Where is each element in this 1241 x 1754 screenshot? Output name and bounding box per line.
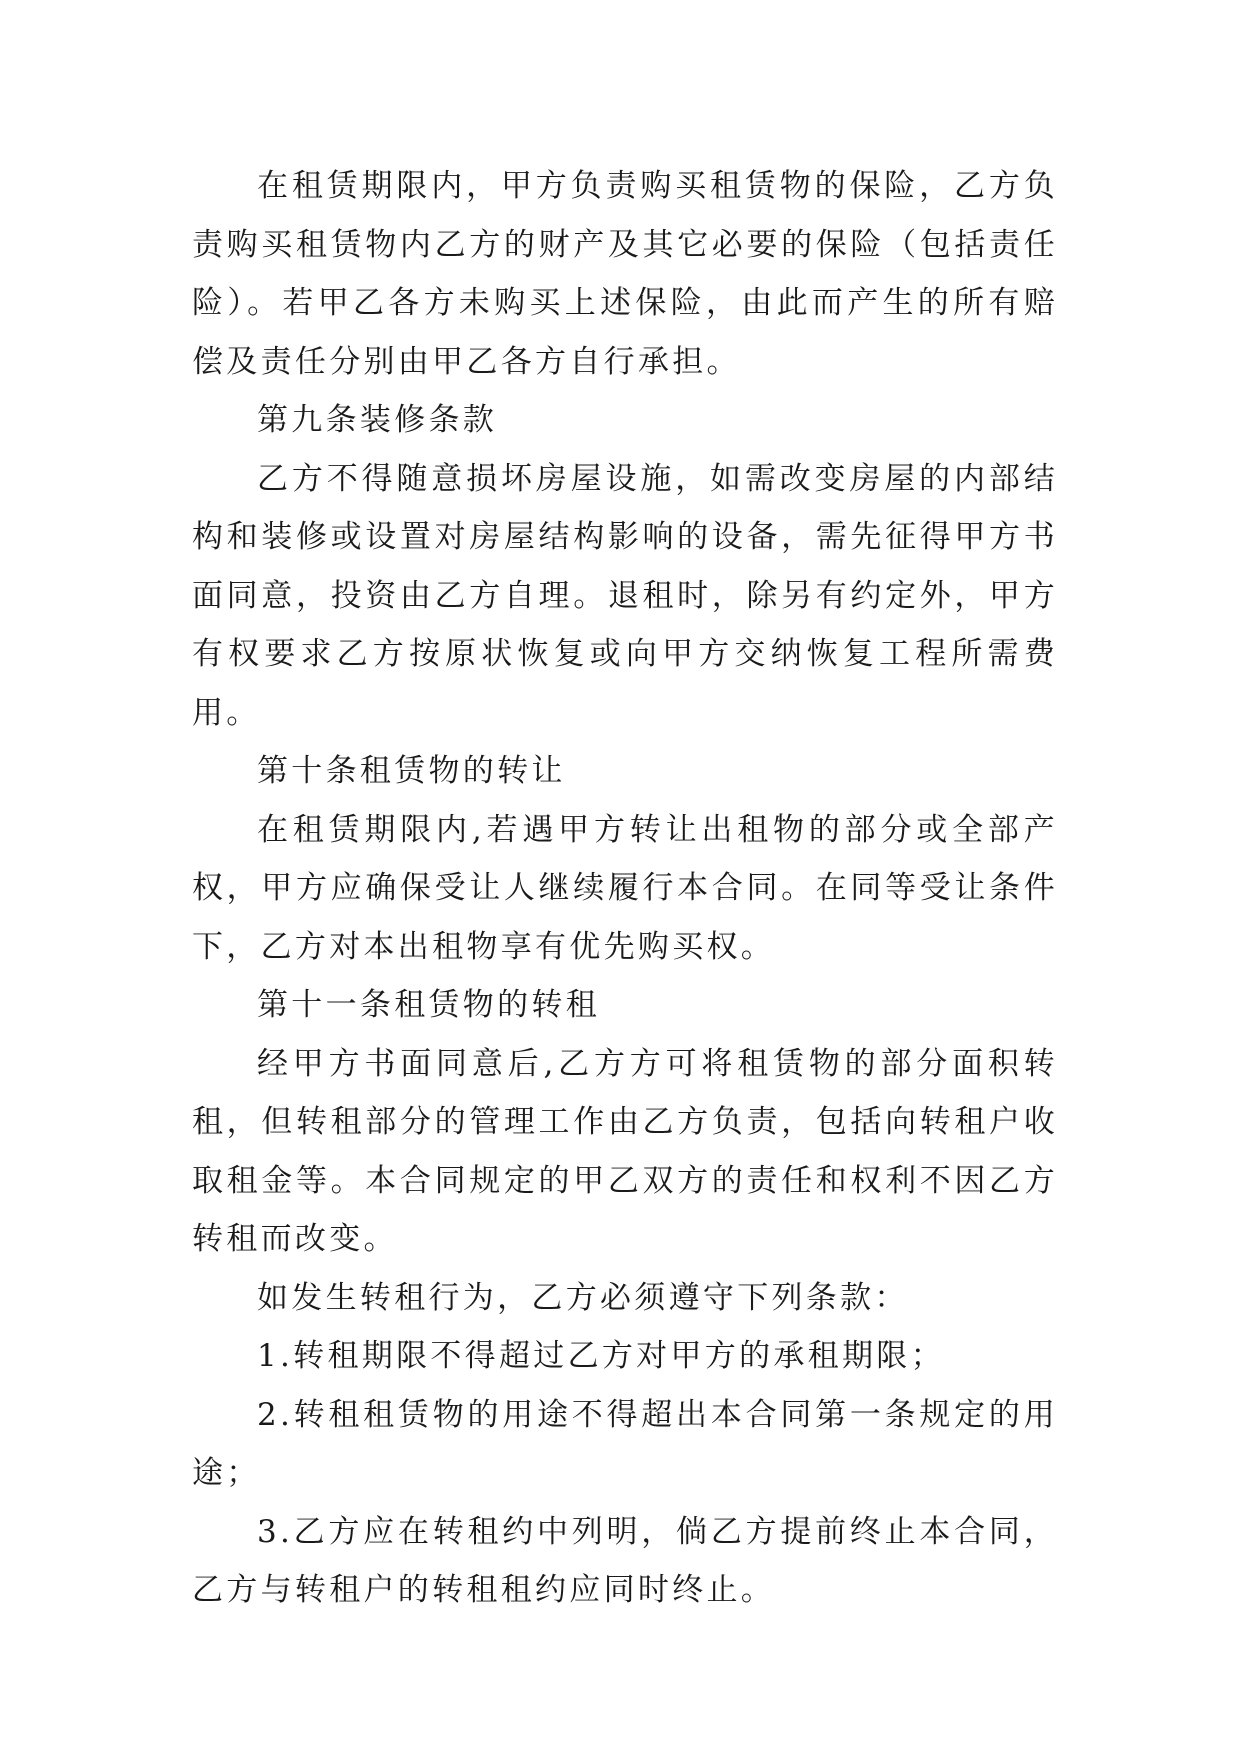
heading-article-11: 第十一条租赁物的转租	[257, 987, 600, 1023]
paragraph-decoration: 乙方不得随意损坏房屋设施，如需改变房屋的内部结构和装修或设置对房屋结构影响的设备，需先征得甲方书面同意，投资由乙方自理。退租时，除另有约定外，甲方有权要求乙方按原状恢复或向甲方交纳恢复工程所需费用。	[192, 460, 1058, 731]
paragraph-insurance: 在租赁期限内，甲方负责购买租赁物的保险，乙方负责购买租赁物内乙方的财产及其它必要的保险（包括责任险）。若甲乙各方未购买上述保险，由此而产生的所有赔偿及责任分别由甲乙各方自行承担。	[192, 168, 1058, 380]
list-item-sublease-use: 2.转租租赁物的用途不得超出本合同第一条规定的用途；	[192, 1396, 1058, 1491]
heading-article-9: 第九条装修条款	[257, 402, 498, 438]
paragraph-sublease: 经甲方书面同意后,乙方方可将租赁物的部分面积转租，但转租部分的管理工作由乙方负责，包括向转租户收取租金等。本合同规定的甲乙双方的责任和权利不因乙方转租而改变。	[192, 1045, 1058, 1257]
list-item-sublease-term: 1.转租期限不得超过乙方对甲方的承租期限；	[257, 1338, 945, 1374]
paragraph-sublease-conditions-intro: 如发生转租行为，乙方必须遵守下列条款：	[257, 1279, 909, 1316]
heading-article-10: 第十条租赁物的转让	[257, 753, 566, 789]
document-body	[192, 157, 1058, 1620]
paragraph-transfer: 在租赁期限内,若遇甲方转让出租物的部分或全部产权，甲方应确保受让人继续履行本合同。在同等受让条件下，乙方对本出租物享有优先购买权。	[192, 811, 1058, 965]
list-item-sublease-termination: 3.乙方应在转租约中列明，倘乙方提前终止本合同，乙方与转租户的转租租约应同时终止。	[192, 1513, 1058, 1608]
